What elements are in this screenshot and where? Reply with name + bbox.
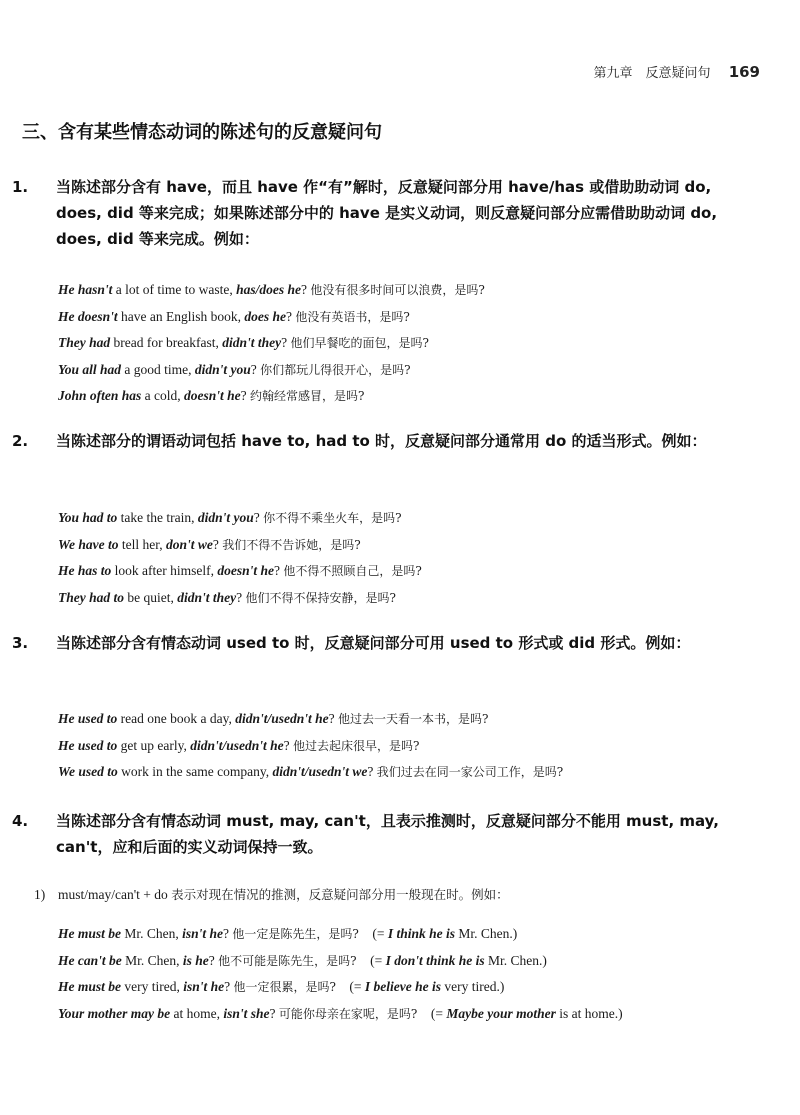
point-text: 当陈述部分含有 have，而且 have 作“有”解时，反意疑问部分用 have/has 或借助助动词 do, does, did 等来完成；如果陈述部分中的 have 是实义动词，则反意疑问部分应需借助助动词 do, does, did 等来完成。例如：	[56, 178, 718, 248]
point-2	[12, 428, 724, 454]
page-number: 169	[728, 63, 760, 81]
point-text: 当陈述部分的谓语动词包括 have to, had to 时，反意疑问部分通常用 do 的适当形式。例如：	[56, 432, 707, 450]
example-list-3	[58, 706, 758, 786]
point-number: 2.	[12, 432, 29, 450]
point-4	[12, 808, 724, 860]
example-sentence: He hasn't a lot of time to waste, has/does he? 他没有很多时间可以浪费，是吗?	[58, 282, 485, 297]
example-sentence: We have to tell her, don't we? 我们不得不告诉她，是吗?	[58, 536, 361, 552]
example-sentence: John often has a cold, doesn't he? 约翰经常感冒，是吗?	[58, 388, 365, 403]
example-sentence: He can't be Mr. Chen, is he? 他不可能是陈先生，是吗? (= I don't think he is Mr. Chen.)	[58, 952, 547, 968]
subpoint-number: 1)	[34, 887, 46, 902]
example-list-2	[58, 505, 758, 611]
point-text: 当陈述部分含有情态动词 used to 时，反意疑问部分可用 used to 形式或 did 形式。例如：	[56, 634, 691, 652]
chapter-title: 第九章 反意疑问句	[593, 66, 711, 81]
example-list-4	[58, 921, 758, 1027]
point-3	[12, 630, 724, 656]
example-sentence: You had to take the train, didn't you? 你不得不乘坐火车，是吗?	[58, 510, 402, 525]
example-sentence: Your mother may be at home, isn't she? 可能你母亲在家呢，是吗? (= Maybe your mother is at home.)	[58, 1005, 623, 1021]
subpoint-lead: must/may/can't + do	[58, 887, 172, 902]
example-sentence: He has to look after himself, doesn't he? 他不得不照顾自己，是吗?	[58, 563, 422, 578]
example-sentence: He must be Mr. Chen, isn't he? 他一定是陈先生，是吗? (= I think he is Mr. Chen.)	[58, 926, 518, 941]
subpoint-1	[34, 884, 754, 906]
example-sentence: They had to be quiet, didn't they? 他们不得不保持安静，是吗?	[58, 589, 396, 605]
example-sentence: He used to get up early, didn't/usedn't he? 他过去起床很早，是吗?	[58, 737, 420, 753]
point-number: 3.	[12, 634, 29, 652]
point-text: 当陈述部分含有情态动词 must, may, can't，且表示推测时，反意疑问部分不能用 must, may, can't，应和后面的实义动词保持一致。	[56, 812, 719, 856]
example-sentence: They had bread for breakfast, didn't they? 他们早餐吃的面包，是吗?	[58, 335, 429, 350]
section-title: 三、含有某些情态动词的陈述句的反意疑问句	[22, 122, 382, 143]
example-sentence: He used to read one book a day, didn't/usedn't he? 他过去一天看一本书，是吗?	[58, 711, 489, 726]
running-header	[594, 62, 760, 81]
point-1	[12, 174, 724, 252]
point-number: 4.	[12, 812, 29, 830]
point-number: 1.	[12, 178, 29, 196]
example-sentence: He must be very tired, isn't he? 他一定很累，是吗? (= I believe he is very tired.)	[58, 979, 505, 994]
subpoint-text: 表示对现在情况的推测，反意疑问部分用一般现在时。例如：	[171, 887, 509, 902]
example-list-1	[58, 277, 758, 410]
example-sentence: We used to work in the same company, didn't/usedn't we? 我们过去在同一家公司工作，是吗?	[58, 764, 564, 779]
example-sentence: He doesn't have an English book, does he? 他没有英语书，是吗?	[58, 308, 410, 324]
example-sentence: You all had a good time, didn't you? 你们都玩儿得很开心，是吗?	[58, 361, 411, 377]
